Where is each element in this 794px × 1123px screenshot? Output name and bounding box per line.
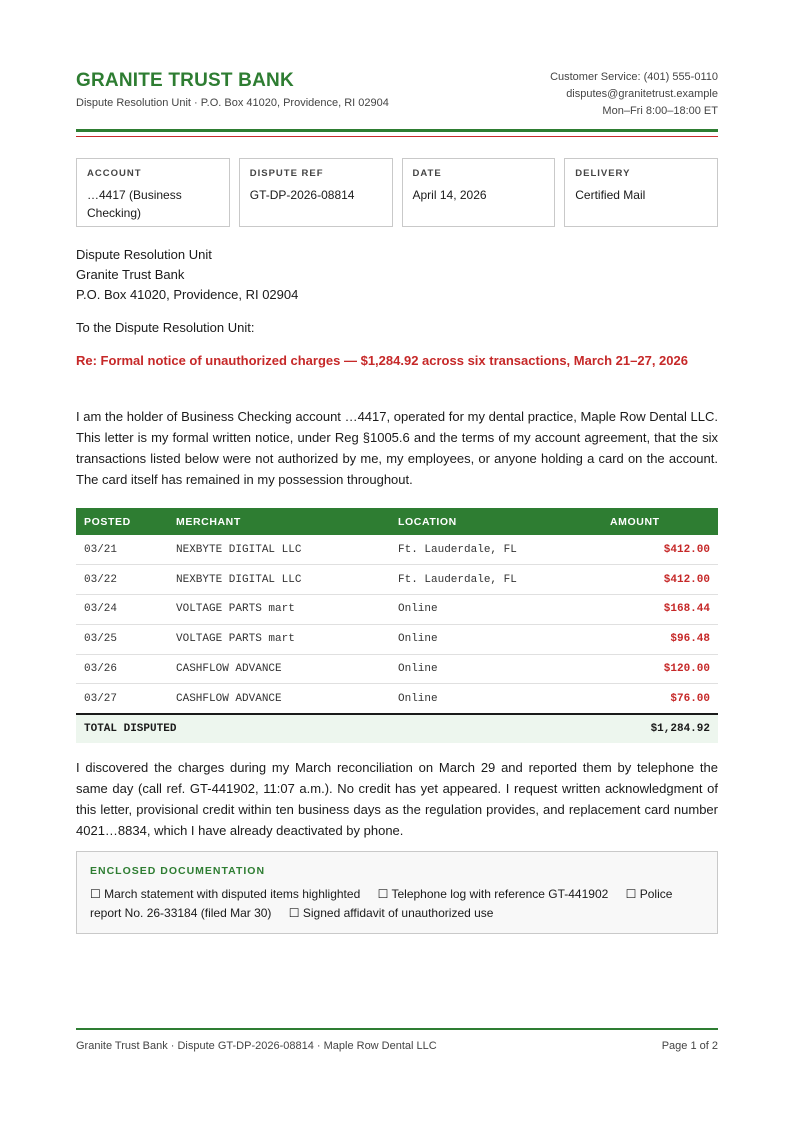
cell-posted: 03/25 [76,624,168,654]
salutation: To the Dispute Resolution Unit: [76,320,255,335]
footer-left: Granite Trust Bank · Dispute GT-DP-2026-08814 · Maple Row Dental LLC [76,1040,437,1052]
cell-location: Online [390,654,598,684]
contact-hours: Mon–Fri 8:00–18:00 ET [602,105,718,117]
enclosed-item-label: Telephone log with reference GT-441902 [391,887,609,901]
cell-merchant: CASHFLOW ADVANCE [168,654,390,684]
cell-merchant: VOLTAGE PARTS mart [168,624,390,654]
cell-merchant: VOLTAGE PARTS mart [168,595,390,625]
header-rule-green [76,129,718,132]
checkbox-icon: ☐ [377,887,389,901]
contact-email: disputes@granitetrust.example [566,88,718,100]
letter-page [76,0,718,1052]
enclosed-item [289,906,494,920]
cell-location: Ft. Lauderdale, FL [390,535,598,565]
body-paragraph-2: I discovered the charges during my March reconciliation on March 29 and reported them by telephone the same day (call ref. GT-441902, 11:07 a.m.). No credit has yet appeared. I request written acknowledgment of this letter, provisional credit within ten business days as the regulation provides, and replacement card number 4021…8834, which I have already deactivated by phone. [76,760,718,838]
subject-line: Re: Formal notice of unauthorized charges — $1,284.92 across six transactions, March 21–27, 2026 [76,353,688,368]
bank-name: GRANITE TRUST BANK [76,70,294,91]
contact-block [550,69,718,120]
body-paragraph-1: I am the holder of Business Checking account …4417, operated for my dental practice, Maple Row Dental LLC. This letter is my formal written notice, under Reg §1005.6 and the terms of my account agreement, that the six transactions listed below were not authorized by me, my employees, or anyone holding a card on the account. The card itself has remained in my possession throughout. [76,409,718,487]
cell-merchant: CASHFLOW ADVANCE [168,684,390,714]
column-header-merchant: MERCHANT [168,508,390,535]
meta-label: DISPUTE REF [249,168,324,179]
cell-amount: $76.00 [598,684,718,714]
table-header-row [76,508,718,535]
enclosed-item-label: March statement with disputed items highlighted [104,887,361,901]
cell-posted: 03/21 [76,535,168,565]
checkbox-icon: ☐ [625,887,637,901]
cell-amount: $412.00 [598,565,718,595]
address-line: P.O. Box 41020, Providence, RI 02904 [76,287,299,302]
table-row [76,535,718,565]
column-header-posted: POSTED [76,508,168,535]
enclosed-item [378,887,609,901]
address-line: Granite Trust Bank [76,267,185,282]
meta-dispute-ref [239,158,393,227]
cell-location: Ft. Lauderdale, FL [390,565,598,595]
meta-value: April 14, 2026 [412,188,487,202]
checkbox-icon: ☐ [90,887,101,901]
table-row [76,654,718,684]
total-value: $1,284.92 [598,714,718,743]
meta-label: DELIVERY [575,168,631,179]
bank-subtitle: Dispute Resolution Unit · P.O. Box 41020, Providence, RI 02904 [76,97,389,109]
meta-delivery [564,158,718,227]
meta-label: ACCOUNT [87,168,142,179]
contact-phone: Customer Service: (401) 555-0110 [550,71,718,83]
enclosed-item-label: Police report No. 26-33184 (filed Mar 30) [90,887,673,920]
total-label: TOTAL DISPUTED [76,714,598,743]
cell-location: Online [390,595,598,625]
cell-merchant: NEXBYTE DIGITAL LLC [168,565,390,595]
cell-amount: $120.00 [598,654,718,684]
table-row [76,565,718,595]
footer-rule [76,1028,718,1030]
meta-value: Certified Mail [575,188,646,202]
meta-value: …4417 (Business Checking) [87,188,182,220]
checkbox-icon: ☐ [288,906,300,920]
address-line: Dispute Resolution Unit [76,247,212,262]
table-row [76,684,718,714]
meta-boxes [76,158,718,227]
recipient-address [76,245,298,305]
meta-label: DATE [412,168,442,179]
cell-posted: 03/27 [76,684,168,714]
cell-posted: 03/22 [76,565,168,595]
cell-location: Online [390,624,598,654]
cell-amount: $96.48 [598,624,718,654]
page-number: Page 1 of 2 [661,1040,718,1052]
enclosed-documentation [76,851,718,934]
column-header-location: LOCATION [390,508,598,535]
enclosed-item-label: Signed affidavit of unauthorized use [302,906,494,920]
cell-posted: 03/24 [76,595,168,625]
enclosed-list [90,885,704,923]
cell-merchant: NEXBYTE DIGITAL LLC [168,535,390,565]
meta-value: GT-DP-2026-08814 [249,188,355,202]
table-row [76,624,718,654]
enclosed-title: ENCLOSED DOCUMENTATION [90,865,266,877]
cell-location: Online [390,684,598,714]
meta-date [402,158,556,227]
header-rule-red [76,136,718,137]
meta-account [76,158,230,227]
cell-posted: 03/26 [76,654,168,684]
transactions-table [76,508,718,743]
column-header-amount: AMOUNT [598,508,718,535]
cell-amount: $412.00 [598,535,718,565]
enclosed-item [90,887,360,901]
cell-amount: $168.44 [598,595,718,625]
letterhead [76,0,718,130]
table-row [76,595,718,625]
total-row [76,714,718,743]
